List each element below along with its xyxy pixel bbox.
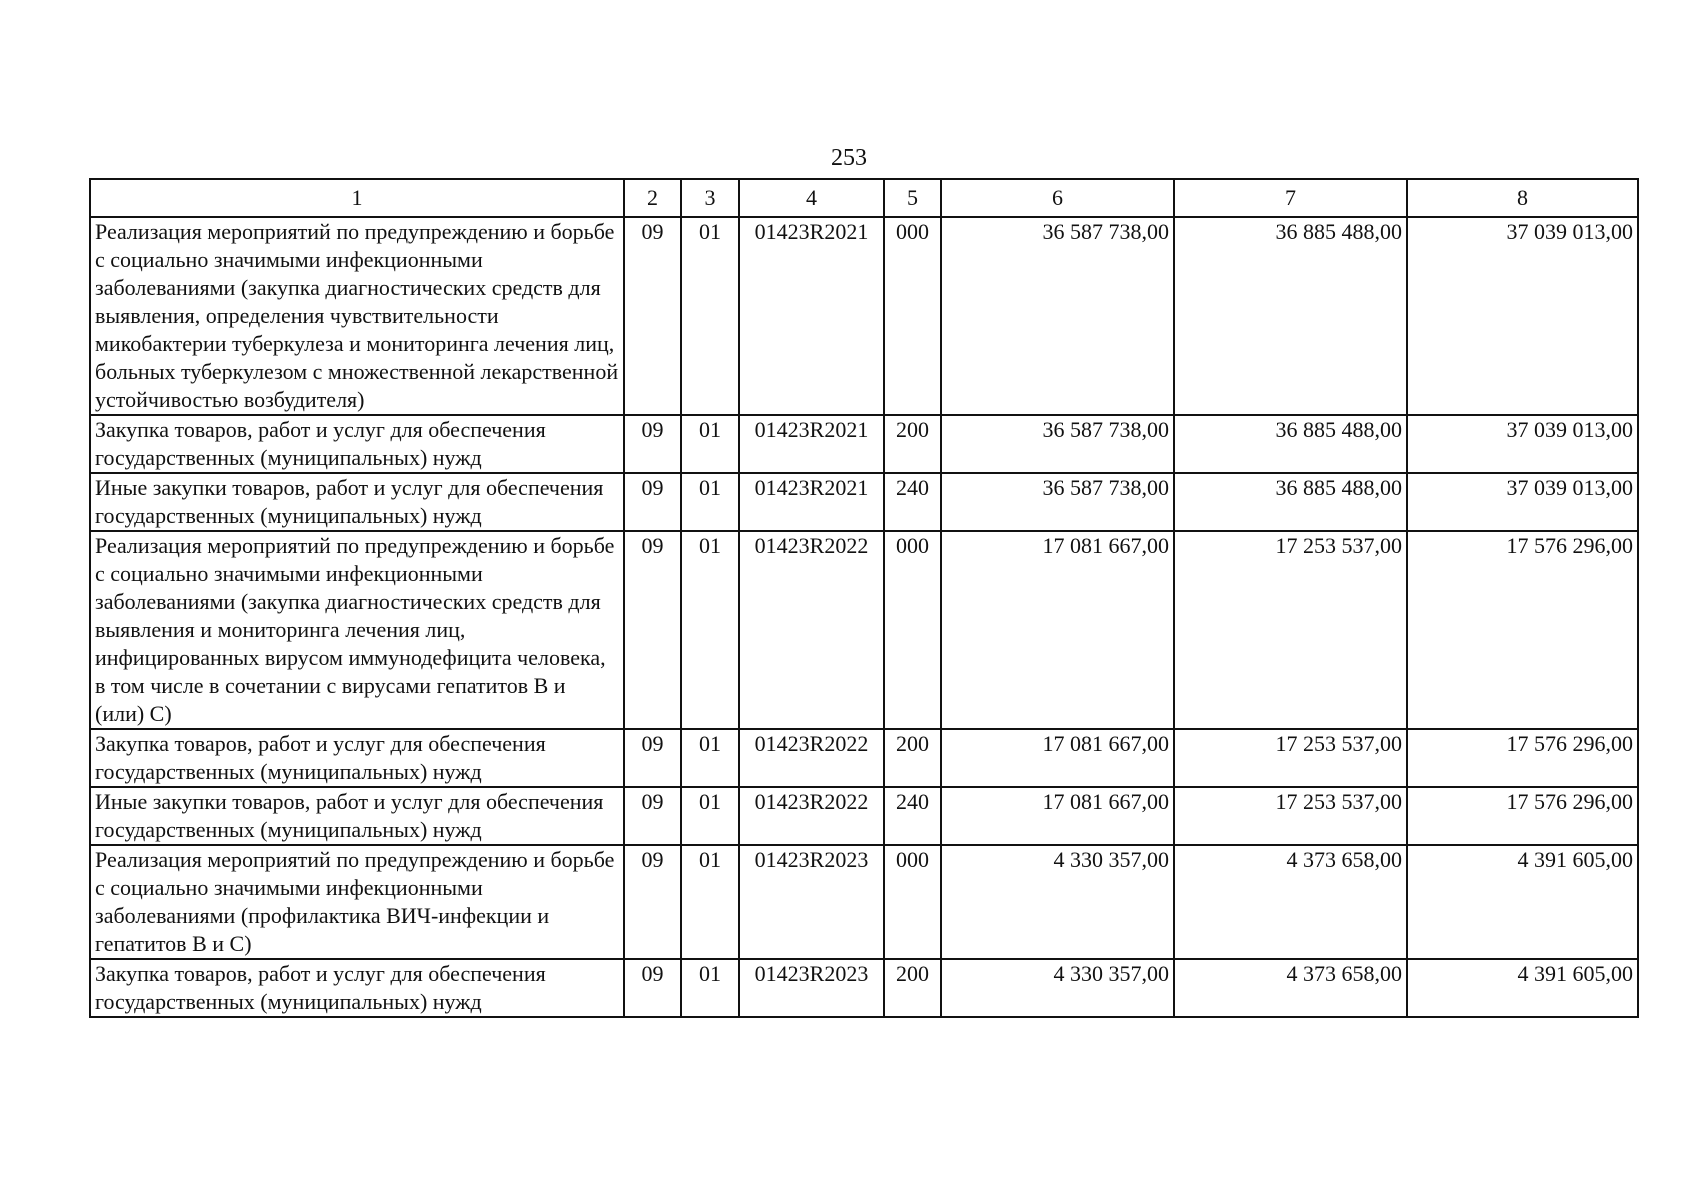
header-row (90, 179, 1638, 217)
target-article-code: 01423R2022 (739, 729, 884, 787)
target-article-code: 01423R2023 (739, 959, 884, 1017)
section-code: 09 (624, 473, 681, 531)
column-header-7: 7 (1174, 179, 1407, 217)
expense-type-code: 200 (884, 729, 941, 787)
column-header-3: 3 (681, 179, 739, 217)
column-header-1: 1 (90, 179, 624, 217)
section-code: 09 (624, 845, 681, 959)
amount-col-8: 37 039 013,00 (1407, 415, 1638, 473)
subsection-code: 01 (681, 217, 739, 415)
column-header-2: 2 (624, 179, 681, 217)
table-body (90, 217, 1638, 1017)
amount-col-6: 36 587 738,00 (941, 415, 1174, 473)
amount-col-8: 4 391 605,00 (1407, 845, 1638, 959)
expense-name: Реализация мероприятий по предупреждению и борьбе с социально значимыми инфекционными заболеваниями (закупка диагностических средств для выявления, определения чувствительности микобактерии туберкулеза и мониторинга лечения лиц, больных туберкулезом с множественной лекарственной устойчивостью возбудителя) (90, 217, 624, 415)
section-code: 09 (624, 959, 681, 1017)
budget-table (89, 178, 1639, 1018)
section-code: 09 (624, 415, 681, 473)
target-article-code: 01423R2022 (739, 787, 884, 845)
expense-name: Иные закупки товаров, работ и услуг для обеспечения государственных (муниципальных) нужд (90, 787, 624, 845)
table-row (90, 217, 1638, 415)
amount-col-8: 17 576 296,00 (1407, 787, 1638, 845)
expense-type-code: 000 (884, 531, 941, 729)
section-code: 09 (624, 531, 681, 729)
table-row (90, 959, 1638, 1017)
amount-col-6: 36 587 738,00 (941, 217, 1174, 415)
expense-type-code: 000 (884, 217, 941, 415)
expense-name: Закупка товаров, работ и услуг для обеспечения государственных (муниципальных) нужд (90, 415, 624, 473)
amount-col-8: 4 391 605,00 (1407, 959, 1638, 1017)
amount-col-8: 17 576 296,00 (1407, 531, 1638, 729)
amount-col-6: 4 330 357,00 (941, 959, 1174, 1017)
subsection-code: 01 (681, 845, 739, 959)
expense-type-code: 240 (884, 787, 941, 845)
amount-col-6: 36 587 738,00 (941, 473, 1174, 531)
target-article-code: 01423R2023 (739, 845, 884, 959)
target-article-code: 01423R2021 (739, 415, 884, 473)
amount-col-6: 17 081 667,00 (941, 531, 1174, 729)
table-row (90, 531, 1638, 729)
subsection-code: 01 (681, 415, 739, 473)
subsection-code: 01 (681, 959, 739, 1017)
amount-col-6: 4 330 357,00 (941, 845, 1174, 959)
amount-col-7: 17 253 537,00 (1174, 531, 1407, 729)
amount-col-8: 17 576 296,00 (1407, 729, 1638, 787)
table-row (90, 729, 1638, 787)
expense-name: Реализация мероприятий по предупреждению и борьбе с социально значимыми инфекционными заболеваниями (профилактика ВИЧ-инфекции и гепатитов B и C) (90, 845, 624, 959)
expense-type-code: 200 (884, 415, 941, 473)
table-row (90, 845, 1638, 959)
amount-col-8: 37 039 013,00 (1407, 473, 1638, 531)
table-row (90, 415, 1638, 473)
target-article-code: 01423R2021 (739, 473, 884, 531)
expense-name: Закупка товаров, работ и услуг для обеспечения государственных (муниципальных) нужд (90, 729, 624, 787)
amount-col-6: 17 081 667,00 (941, 787, 1174, 845)
table-row (90, 787, 1638, 845)
amount-col-7: 17 253 537,00 (1174, 787, 1407, 845)
amount-col-7: 36 885 488,00 (1174, 217, 1407, 415)
amount-col-7: 4 373 658,00 (1174, 959, 1407, 1017)
column-header-5: 5 (884, 179, 941, 217)
expense-name: Реализация мероприятий по предупреждению и борьбе с социально значимыми инфекционными заболеваниями (закупка диагностических средств для выявления и мониторинга лечения лиц, инфицированных вирусом иммунодефицита человека, в том числе в сочетании с вирусами гепатитов B и (или) C) (90, 531, 624, 729)
section-code: 09 (624, 217, 681, 415)
amount-col-6: 17 081 667,00 (941, 729, 1174, 787)
amount-col-7: 17 253 537,00 (1174, 729, 1407, 787)
column-header-6: 6 (941, 179, 1174, 217)
column-header-4: 4 (739, 179, 884, 217)
subsection-code: 01 (681, 729, 739, 787)
table-header (90, 179, 1638, 217)
amount-col-7: 4 373 658,00 (1174, 845, 1407, 959)
page-number: 253 (831, 145, 867, 171)
subsection-code: 01 (681, 787, 739, 845)
column-header-8: 8 (1407, 179, 1638, 217)
target-article-code: 01423R2021 (739, 217, 884, 415)
section-code: 09 (624, 787, 681, 845)
amount-col-7: 36 885 488,00 (1174, 415, 1407, 473)
expense-type-code: 200 (884, 959, 941, 1017)
section-code: 09 (624, 729, 681, 787)
table-row (90, 473, 1638, 531)
expense-type-code: 240 (884, 473, 941, 531)
subsection-code: 01 (681, 531, 739, 729)
amount-col-8: 37 039 013,00 (1407, 217, 1638, 415)
expense-name: Иные закупки товаров, работ и услуг для обеспечения государственных (муниципальных) нужд (90, 473, 624, 531)
expense-name: Закупка товаров, работ и услуг для обеспечения государственных (муниципальных) нужд (90, 959, 624, 1017)
amount-col-7: 36 885 488,00 (1174, 473, 1407, 531)
target-article-code: 01423R2022 (739, 531, 884, 729)
subsection-code: 01 (681, 473, 739, 531)
expense-type-code: 000 (884, 845, 941, 959)
